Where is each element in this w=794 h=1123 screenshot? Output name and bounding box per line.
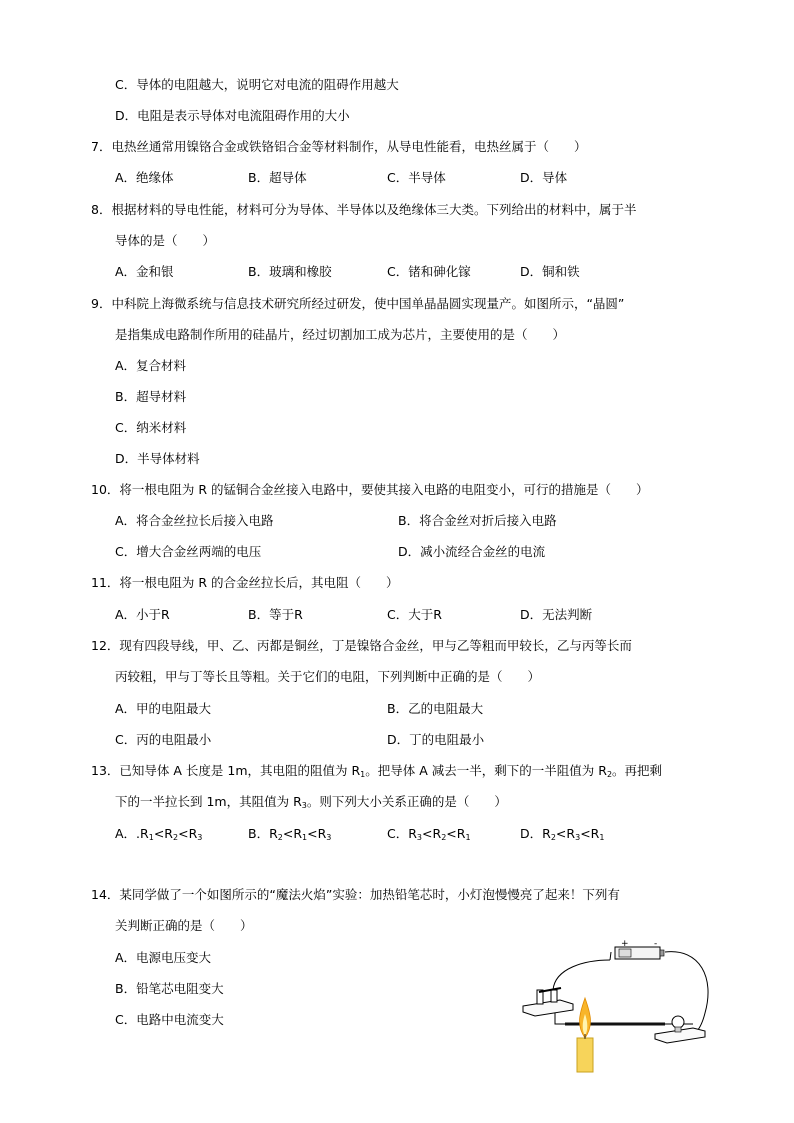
- q6-option-c: C．导体的电阻越大，说明它对电流的阻碍作用越大: [115, 77, 399, 92]
- q9-option-b: B．超导材料: [115, 389, 187, 404]
- q14-circuit-figure: [515, 938, 715, 1073]
- q13-option-a: A．$.R_1<R_2<R_3$: [115, 826, 203, 842]
- q8-option-c: C．锗和砷化镓: [387, 264, 471, 279]
- q7-stem: 7．电热丝通常用镍铬合金或铁铬铝合金等材料制作，从导电性能看，电热丝属于（ ）: [91, 139, 587, 154]
- q7-option-c: C．半导体: [387, 170, 446, 185]
- q14-stem-line2: 关判断正确的是（ ）: [115, 918, 253, 933]
- q8-option-b: B．玻璃和橡胶: [248, 264, 332, 279]
- q11-option-c: C．大于R: [387, 607, 442, 622]
- q14-option-b: B．铅笔芯电阻变大: [115, 981, 224, 996]
- q12-stem-line1: 12．现有四段导线，甲、乙、丙都是铜丝，丁是镍铬合金丝，甲与乙等粗而甲较长，乙与丙等长而: [91, 638, 632, 653]
- circuit-wire: [553, 952, 708, 1035]
- q10-option-c: C．增大合金丝两端的电压: [115, 544, 262, 559]
- q13-option-c: C．$R_3<R_2<R_1$: [387, 826, 471, 842]
- battery-icon: [615, 939, 664, 959]
- q9-stem-line1: 9．中科院上海微系统与信息技术研究所经过研发，使中国单晶晶圆实现量产。如图所示，“晶圆”: [91, 296, 625, 311]
- q7-option-d: D．导体: [520, 170, 568, 185]
- circuit-wire-left: [610, 952, 611, 960]
- q13-stem-line1: 13．已知导体 A 长度是 1m，其电阻的阻值为 $R_1$。把导体 A 减去一半，剩下的一半阻值为 $R_2$。再把剩: [91, 763, 663, 779]
- q12-option-a: A．甲的电阻最大: [115, 701, 212, 716]
- q8-option-a: A．金和银: [115, 264, 174, 279]
- q11-option-d: D．无法判断: [520, 607, 593, 622]
- q11-option-b: B．等于R: [248, 607, 303, 622]
- battery-plus-label: +: [621, 939, 629, 949]
- q13-option-d: D．$R_2<R_3<R_1$: [520, 826, 605, 842]
- q12-option-d: D．丁的电阻最小: [387, 732, 485, 747]
- q9-option-a: A．复合材料: [115, 358, 187, 373]
- q8-stem-line2: 导体的是（ ）: [115, 233, 216, 248]
- q13-option-b: B．$R_2<R_1<R_3$: [248, 826, 332, 842]
- q12-option-c: C．丙的电阻最小: [115, 732, 212, 747]
- battery-minus-label: -: [654, 939, 658, 949]
- q11-stem: 11．将一根电阻为 R 的合金丝拉长后，其电阻（ ）: [91, 575, 399, 590]
- q7-option-b: B．超导体: [248, 170, 307, 185]
- q9-option-c: C．纳米材料: [115, 420, 187, 435]
- q10-stem: 10．将一根电阻为 R 的锰铜合金丝接入电路中，要使其接入电路的电阻变小，可行的措施是（ ）: [91, 482, 649, 497]
- q12-option-b: B．乙的电阻最大: [387, 701, 484, 716]
- q10-option-a: A．将合金丝拉长后接入电路: [115, 513, 274, 528]
- q8-option-d: D．铜和铁: [520, 264, 580, 279]
- q10-option-b: B．将合金丝对折后接入电路: [398, 513, 557, 528]
- light-bulb-icon: [655, 1016, 705, 1043]
- q11-option-a: A．小于R: [115, 607, 170, 622]
- switch-icon: [523, 988, 573, 1016]
- q12-stem-line2: 丙较粗，甲与丁等长且等粗。关于它们的电阻，下列判断中正确的是（ ）: [115, 669, 541, 684]
- q10-option-d: D．减小流经合金丝的电流: [398, 544, 546, 559]
- q8-stem-line1: 8．根据材料的导电性能，材料可分为导体、半导体以及绝缘体三大类。下列给出的材料中，属于半: [91, 202, 637, 217]
- q9-option-d: D．半导体材料: [115, 451, 200, 466]
- q13-stem-line2: 下的一半拉长到 1m，其阻值为 $R_3$。则下列大小关系正确的是（ ）: [115, 794, 507, 810]
- q9-stem-line2: 是指集成电路制作所用的硅晶片，经过切割加工成为芯片，主要使用的是（ ）: [115, 327, 566, 342]
- q14-option-a: A．电源电压变大: [115, 950, 212, 965]
- candle-flame-icon: [577, 998, 593, 1072]
- q14-option-c: C．电路中电流变大: [115, 1012, 224, 1027]
- q7-option-a: A．绝缘体: [115, 170, 174, 185]
- q6-option-d: D．电阻是表示导体对电流阻碍作用的大小: [115, 108, 350, 123]
- q14-stem-line1: 14．某同学做了一个如图所示的“魔法火焰”实验：加热铅笔芯时，小灯泡慢慢亮了起来！下列有: [91, 887, 620, 902]
